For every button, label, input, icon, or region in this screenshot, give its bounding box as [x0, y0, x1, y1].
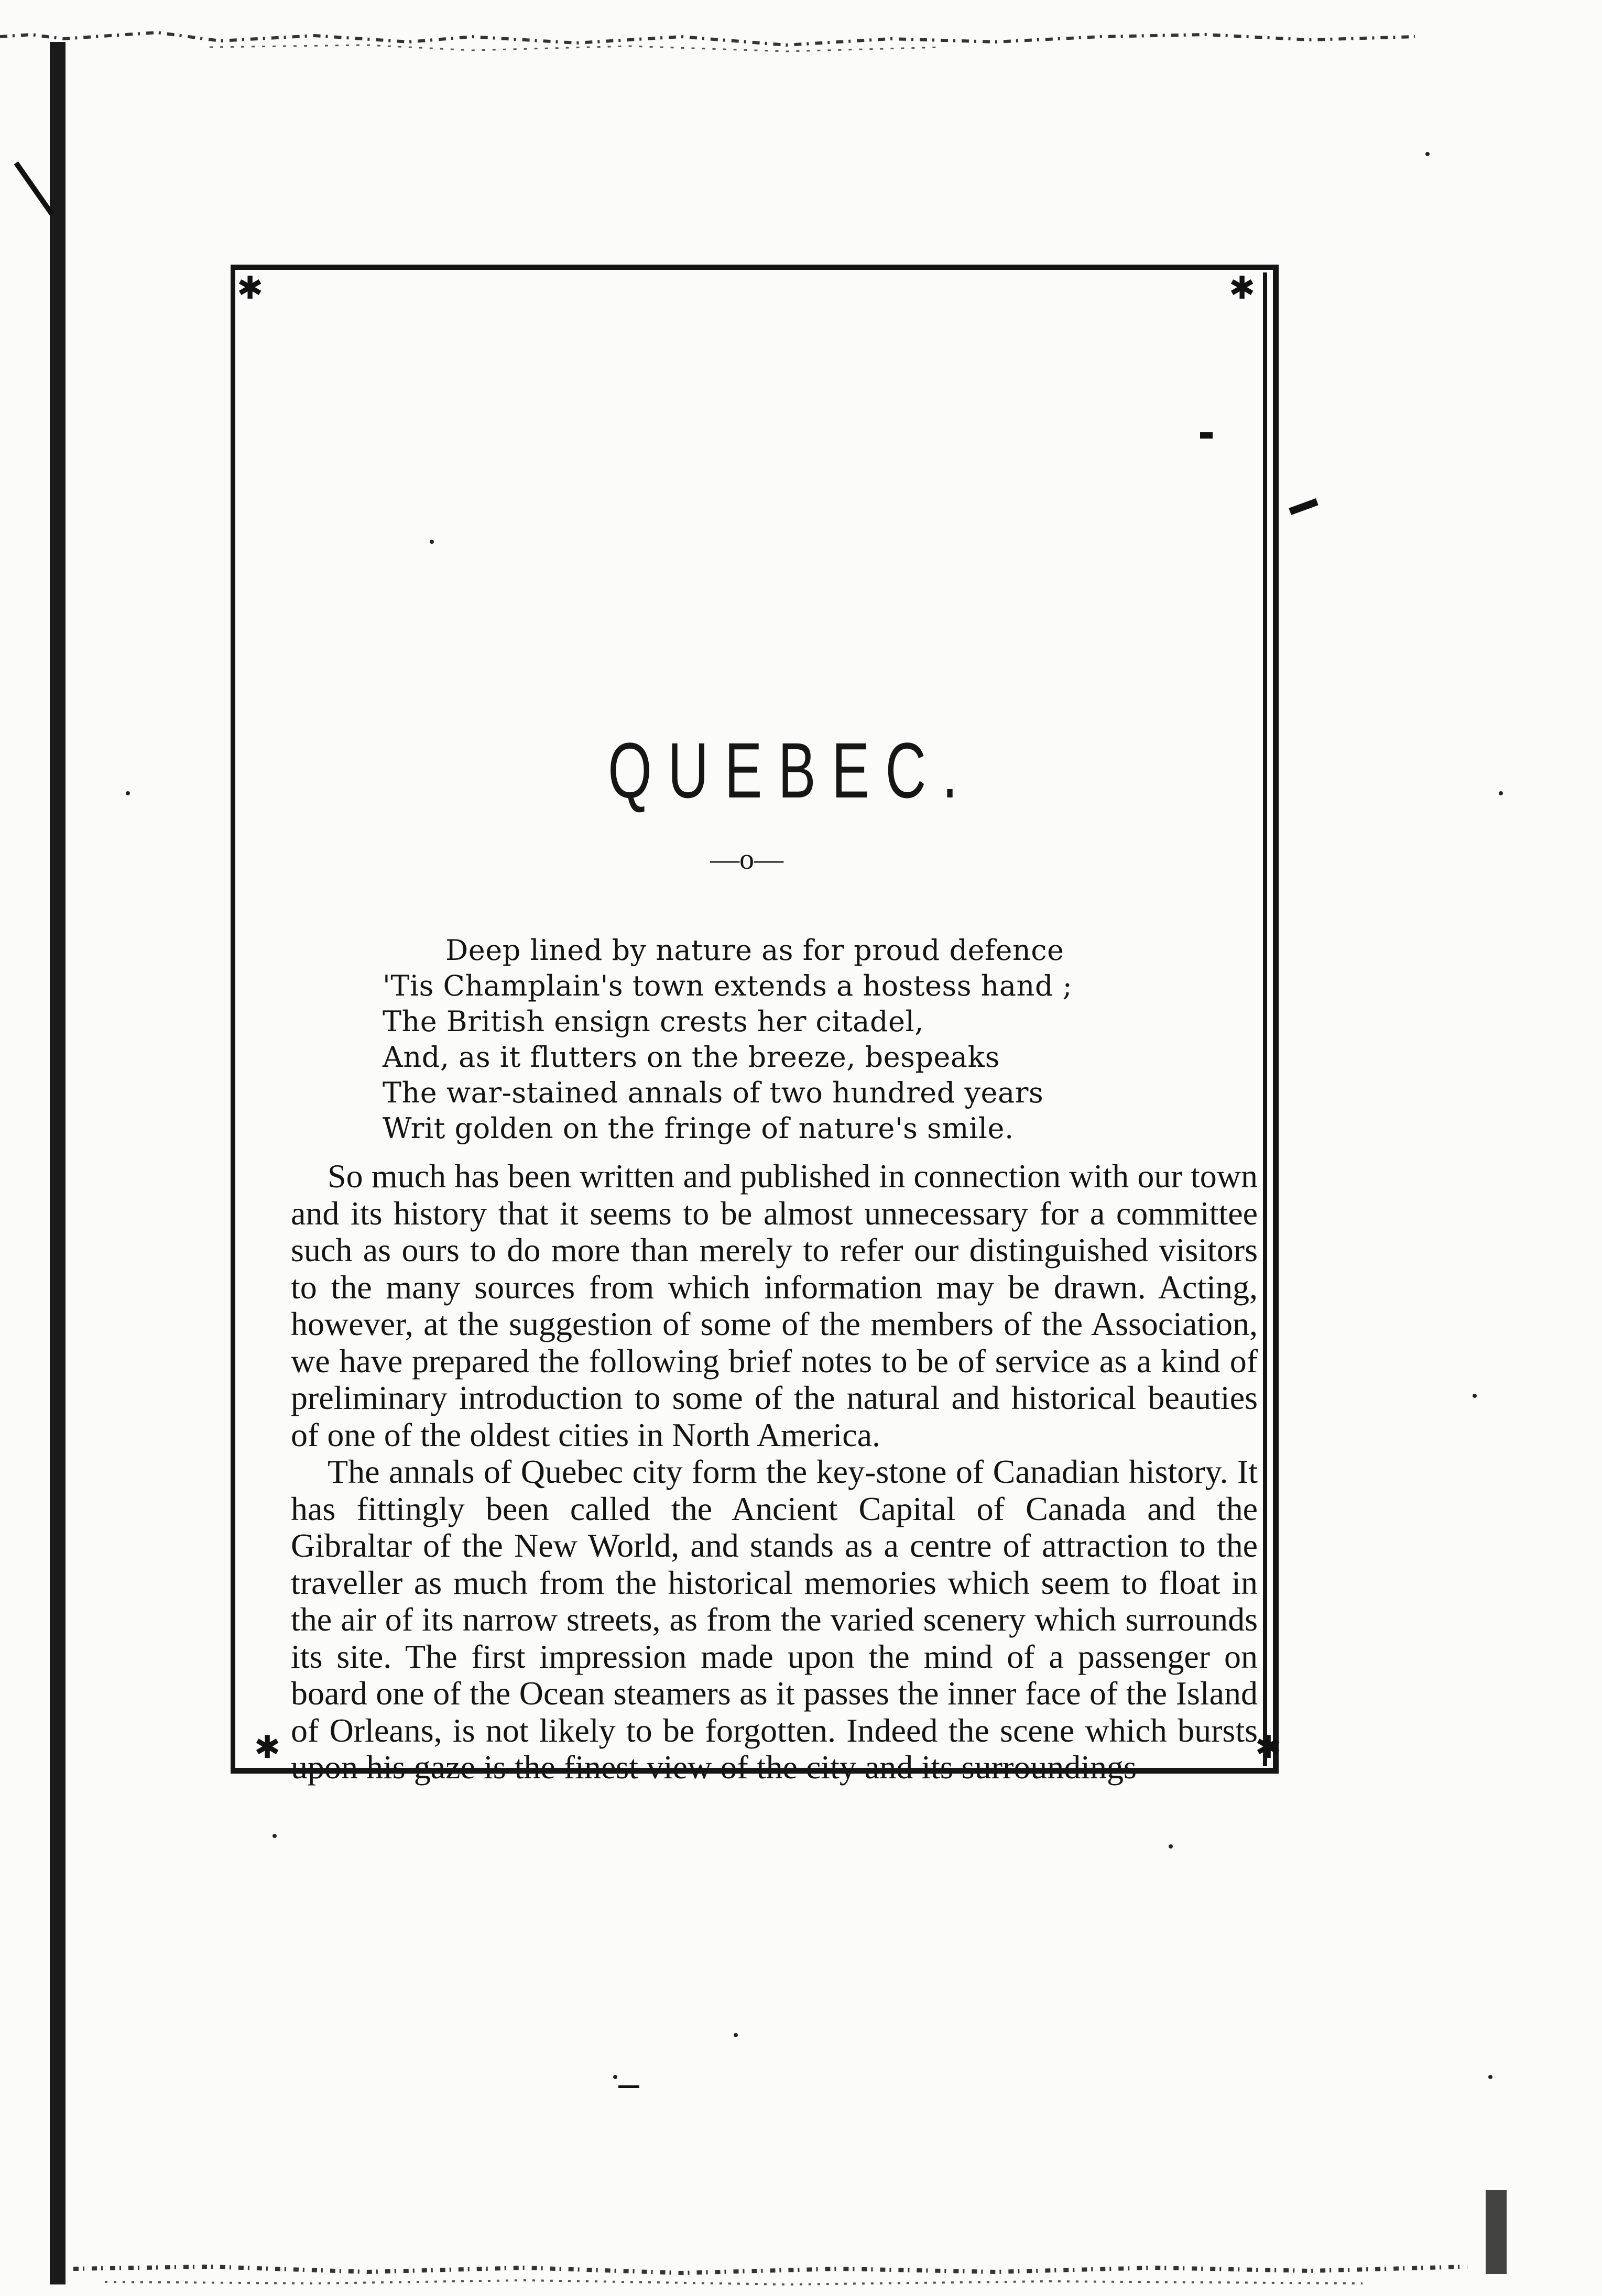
scan-speck	[126, 791, 130, 795]
scan-speck	[734, 2033, 738, 2037]
scan-speck	[1488, 2075, 1492, 2079]
page-title: QUEBEC.	[608, 726, 974, 814]
scan-speck	[1169, 1844, 1173, 1849]
poem-line: Deep lined by nature as for proud defence	[445, 934, 1064, 967]
poem-line: The British ensign crests her citadel,	[383, 1005, 924, 1038]
scan-mark	[1200, 432, 1213, 439]
scan-speck	[613, 2075, 617, 2079]
corner-asterisk-ornament-top-right: ✱	[1229, 270, 1256, 307]
title-separator: —o—	[710, 843, 783, 876]
scan-speck	[1499, 791, 1503, 795]
body-paragraph: The annals of Quebec city form the key-stone of Canadian history. It has fittingly been called the Ancient Capital of Canada and the Gibraltar of the New World, and stands as a centre of attraction to the traveller as much from the historical memories which seem to float in the air of its narrow streets, as from the varied scenery which surrounds its site. The first impression made upon the mind of a passenger on board one of the Ocean steamers as it passes the inner face of the Island of Orleans, is not likely to be forgotten. Indeed the scene which bursts upon his gaze is the finest view of the city and its surroundings	[291, 1453, 1258, 1786]
poem-line: Writ golden on the fringe of nature's smile.	[383, 1112, 1014, 1145]
corner-asterisk-ornament-top-left: ✱	[237, 270, 264, 307]
scan-noise-top	[0, 21, 1415, 63]
poem-line: The war-stained annals of two hundred years	[383, 1076, 1044, 1109]
epigraph-poem	[383, 933, 1221, 1146]
scan-noise-bottom	[0, 2190, 1602, 2295]
scan-speck	[1473, 1394, 1477, 1398]
corner-asterisk-ornament-bottom-left: ✱	[254, 1729, 281, 1766]
scan-mark	[1289, 498, 1318, 515]
body-text	[291, 1158, 1258, 1786]
body-paragraph: So much has been written and published in connection with our town and its history that it seems to be almost unnecessary for a committee such as ours to do more than merely to refer our distinguished visitors to the many sources from which information may be drawn. Acting, however, at the suggestion of some of the members of the Association, we have prepared the following brief notes to be of service as a kind of preliminary introduction to some of the natural and historical beauties of one of the oldest cities in North America.	[291, 1157, 1258, 1453]
poem-line: 'Tis Champlain's town extends a hostess hand ;	[383, 969, 1073, 1002]
scan-speck	[430, 540, 434, 544]
scan-mark	[618, 2085, 639, 2088]
scan-mark	[14, 161, 54, 216]
corner-asterisk-ornament-bottom-right: ✱	[1255, 1729, 1282, 1766]
scan-speck	[1425, 152, 1430, 156]
page-binding-edge	[50, 42, 66, 2284]
scan-speck	[273, 1834, 277, 1838]
poem-line: And, as it flutters on the breeze, bespeaks	[383, 1041, 1000, 1074]
frame-inner-rule	[1263, 272, 1267, 1766]
